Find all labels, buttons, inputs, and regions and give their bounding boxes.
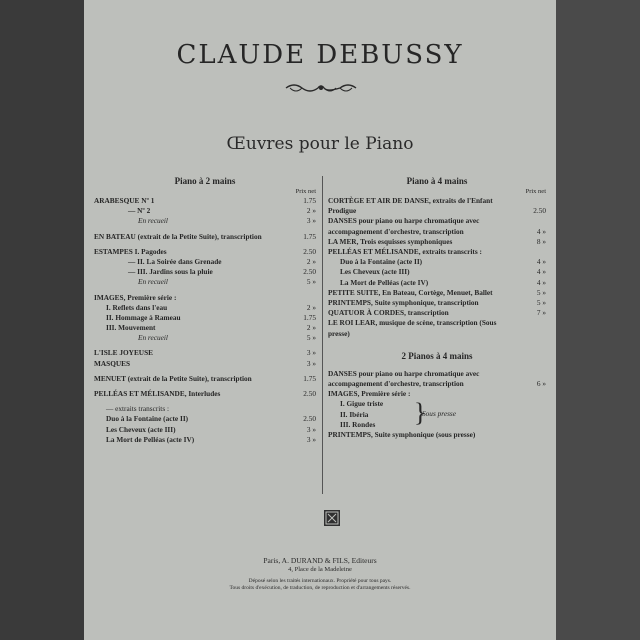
section-heading: Piano à 4 mains [406,176,468,186]
list-item: EN BATEAU (extrait de la Petite Suite), transcription 1.75 [94,231,316,241]
sheet-music-cover [84,0,556,640]
list-item: — extraits transcrits : [106,404,170,414]
list-item: PRINTEMPS, Suite symphonique (sous presse) [328,429,476,439]
list-item: III. Mouvement 2 » [106,323,316,333]
list-item: — II. La Soirée dans Grenade 2 » [128,256,316,266]
list-item: La Mort de Pelléas (acte IV) 3 » [106,434,316,444]
background-right [556,0,640,640]
composer-title: CLAUDE DEBUSSY [176,40,464,70]
price-label: Prix net [295,188,316,195]
sous-presse-note: Sous presse [422,409,456,419]
list-item: DANSES pour piano ou harpe chromatique avec accompagnement d'orchestre, transcription 6 » [328,368,546,388]
list-item: QUATUOR À CORDES, transcription 7 » [328,308,546,318]
list-item: En recueil 5 » [138,333,316,343]
list-item: En recueil 3 » [138,216,316,226]
list-item: — Nº 2 2 » [128,206,316,216]
publisher-seal-icon [324,510,340,526]
publisher-address: 4, Place de la Madeleine [288,566,352,573]
section-heading: Piano à 2 mains [174,176,236,186]
list-item: LA MER, Trois esquisses symphoniques 8 » [328,236,546,246]
list-item: ARABESQUE Nº 1 1.75 [94,196,316,205]
list-item: PRINTEMPS, Suite symphonique, transcription 5 » [328,297,546,307]
list-item: I. Reflets dans l'eau 2 » [106,302,316,312]
publisher-name: Paris, A. DURAND & FILS, Editeurs [263,556,377,565]
list-item: En recueil 5 » [138,277,316,287]
list-item: — III. Jardins sous la pluie 2.50 [128,267,316,277]
section-heading: 2 Pianos à 4 mains [401,350,473,361]
list-item: PELLÉAS ET MÉLISANDE, Interludes 2.50 [94,389,316,398]
list-item: CORTÈGE ET AIR DE DANSE, extraits de l'Enfant Prodigue 2.50 [328,196,546,216]
list-item: Duo à la Fontaine (acte II) 2.50 [106,414,316,424]
list-item: ESTAMPES I. Pagodes 2.50 [94,246,316,256]
list-item: III. Rondes [340,419,376,429]
list-item: MENUET (extrait de la Petite Suite), transcription 1.75 [94,373,316,383]
column-divider [322,176,323,494]
list-item: MASQUES 3 » [94,358,316,368]
list-item: La Mort de Pelléas (acte IV) 4 » [340,277,546,287]
list-item: LE ROI LEAR, musique de scène, transcription (Sous presse) [328,318,497,338]
images-group [328,399,546,430]
list-item: II. Ibéria [340,409,369,419]
list-item: II. Hommage à Rameau 1.75 [106,312,316,322]
list-item: PETITE SUITE, En Bateau, Cortège, Menuet, Ballet 5 » [328,287,546,297]
subtitle: Œuvres pour le Piano [226,134,414,154]
list-item: Duo à la Fontaine (acte II) 4 » [340,257,546,267]
list-item: IMAGES, Première série : [94,292,177,302]
price-label: Prix net [525,188,546,195]
copyright-line: Déposé selon les traités internationaux. Propriété pour tous pays. [248,578,392,584]
right-column [328,176,546,440]
list-item: L'ISLE JOYEUSE 3 » [94,348,316,358]
list-item: PELLÉAS ET MÉLISANDE, extraits transcrits : [328,247,482,256]
background-left [0,0,84,640]
list-item: Les Cheveux (acte III) 4 » [340,267,546,277]
rights-line: Tous droits d'exécution, de traduction, de reproduction et d'arrangements réservés. [229,585,411,591]
left-column [94,176,316,445]
list-item: IMAGES, Première série : [328,389,411,399]
ornament-icon [284,82,358,94]
list-item: I. Gigue triste [340,399,384,409]
brace-icon: } [414,398,427,428]
list-item: DANSES pour piano ou harpe chromatique avec accompagnement d'orchestre, transcription 4 » [328,216,546,236]
list-item: Les Cheveux (acte III) 3 » [106,424,316,434]
